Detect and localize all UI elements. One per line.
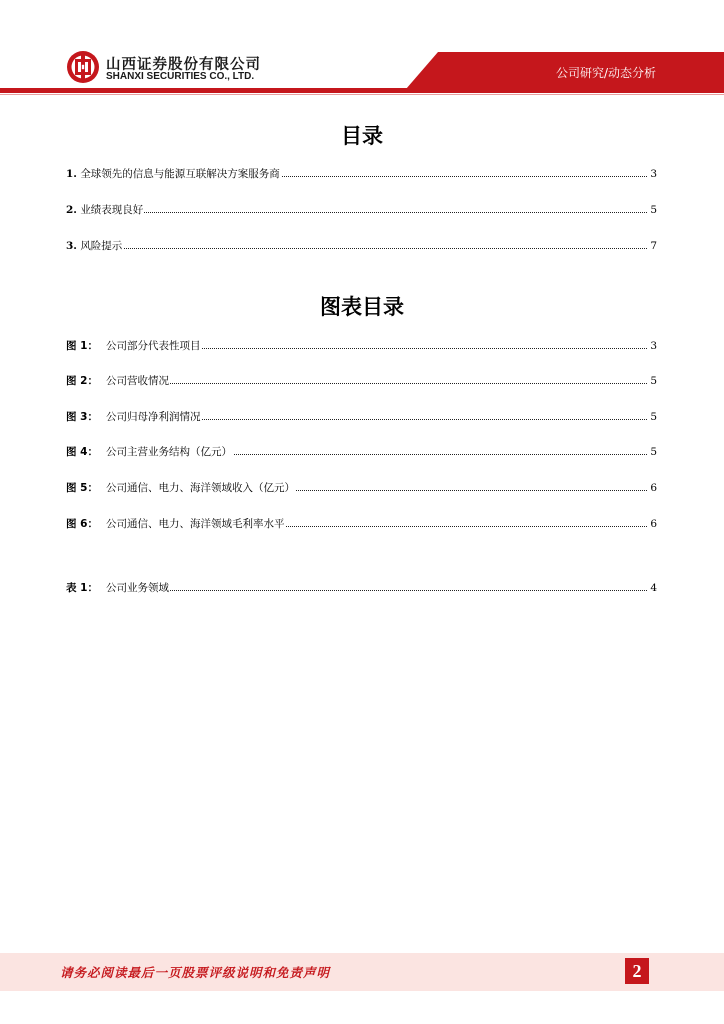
toc-entry-page: 7 (650, 240, 657, 252)
dot-leader (66, 212, 653, 213)
figure-entry-prefix: 图 3： (66, 411, 98, 423)
toc-entry-2[interactable] (66, 202, 657, 218)
page-header (0, 0, 724, 100)
report-type-label: 公司研究/动态分析 (556, 66, 657, 80)
table-entry-page: 4 (650, 582, 657, 594)
figure-entry-text: 公司归母净利润情况 (106, 411, 201, 423)
figure-entry-prefix: 图 5： (66, 482, 98, 494)
company-name-cn: 山西证券股份有限公司 (106, 57, 261, 73)
table-entry-prefix: 表 1： (66, 582, 98, 594)
figure-entry-3[interactable] (66, 409, 657, 425)
table-entry-1[interactable] (66, 580, 657, 596)
toc-title: 目录 (341, 124, 383, 148)
figure-entry-text: 公司主营业务结构（亿元） (106, 446, 232, 458)
figure-entry-2[interactable] (66, 373, 657, 389)
page-number: 2 (625, 958, 649, 984)
figure-entry-4[interactable] (66, 444, 657, 460)
toc-entry-text: 业绩表现良好 (80, 204, 144, 216)
figure-entry-page: 5 (650, 411, 657, 423)
footer-disclaimer: 请务必阅读最后一页股票评级说明和免责声明 (60, 965, 331, 980)
figure-entry-1[interactable] (66, 338, 657, 354)
figure-entry-page: 5 (650, 446, 657, 458)
figure-entry-page: 5 (650, 375, 657, 387)
figures-title: 图表目录 (320, 295, 404, 319)
header-divider-thin (0, 94, 724, 95)
toc-entry-page: 3 (650, 168, 657, 180)
toc-entry-page: 5 (650, 204, 657, 216)
figure-entry-text: 公司部分代表性项目 (106, 340, 201, 352)
figure-entry-page: 3 (650, 340, 657, 352)
figure-entry-text: 公司通信、电力、海洋领域毛利率水平 (106, 518, 285, 530)
figure-entry-prefix: 图 4： (66, 446, 98, 458)
toc-entry-1[interactable] (66, 166, 657, 182)
toc-entry-3[interactable] (66, 238, 657, 254)
toc-entry-text: 全球领先的信息与能源互联解决方案服务商 (80, 168, 280, 180)
figure-entry-page: 6 (650, 518, 657, 530)
figure-entry-prefix: 图 1： (66, 340, 98, 352)
toc-entry-text: 风险提示 (80, 240, 123, 252)
company-logo-icon (66, 50, 100, 84)
figure-entry-page: 6 (650, 482, 657, 494)
toc-entry-number: 1. (66, 168, 77, 180)
dot-leader (66, 248, 653, 249)
toc-entry-number: 3. (66, 240, 77, 252)
figure-entry-prefix: 图 6： (66, 518, 98, 530)
table-entry-text: 公司业务领域 (106, 582, 169, 594)
toc-entry-number: 2. (66, 204, 77, 216)
figure-entry-6[interactable] (66, 516, 657, 532)
figure-entry-text: 公司营收情况 (106, 375, 169, 387)
figure-entry-text: 公司通信、电力、海洋领域收入（亿元） (106, 482, 295, 494)
figure-entry-prefix: 图 2： (66, 375, 98, 387)
figure-entry-5[interactable] (66, 480, 657, 496)
company-name-en: SHANXI SECURITIES CO., LTD. (106, 71, 255, 82)
header-divider (0, 88, 724, 93)
